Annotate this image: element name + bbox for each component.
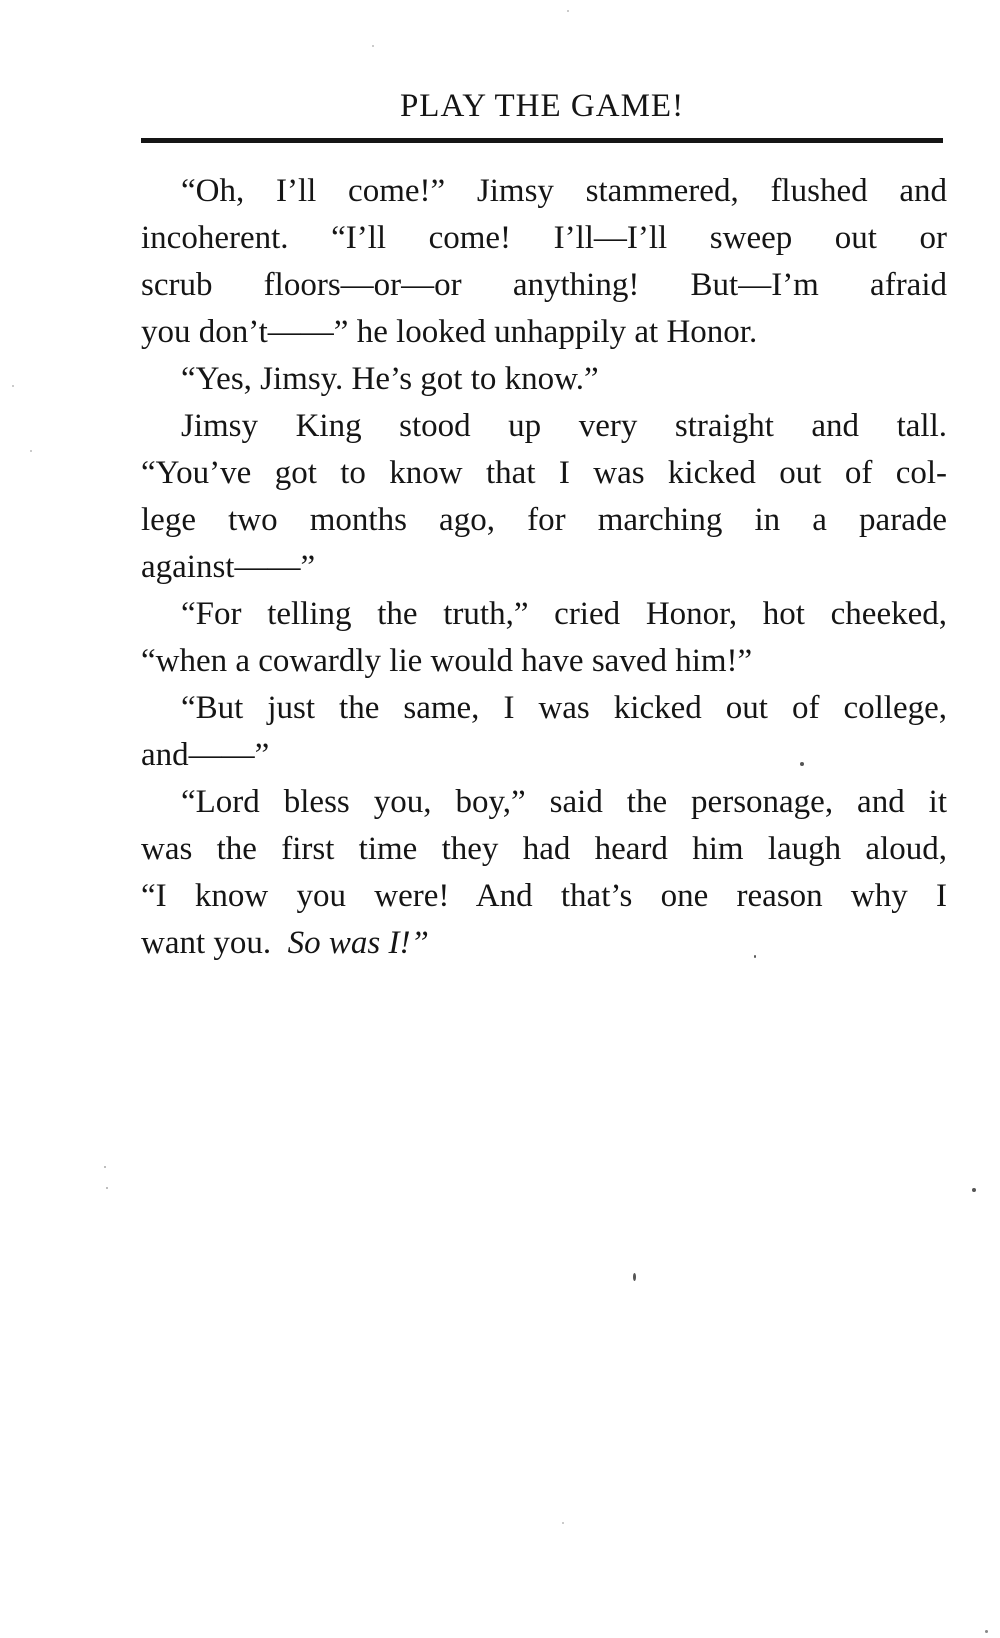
text-line: against——” — [141, 549, 316, 585]
print-speck — [372, 45, 374, 47]
print-speck — [30, 450, 32, 452]
body-text — [141, 168, 947, 967]
text-line: “For telling the truth,” cried Honor, hot cheeked, — [181, 596, 947, 632]
text-line: and——” — [141, 737, 270, 773]
header-rule — [141, 138, 943, 143]
print-speck — [106, 1187, 108, 1189]
text-line: lege two months ago, for marching in a parade — [141, 502, 947, 538]
print-speck — [12, 385, 14, 387]
text-line: “Lord bless you, boy,” said the personage, and it — [181, 784, 947, 820]
text-line: “But just the same, I was kicked out of college, — [181, 690, 947, 726]
text-line: scrub floors—or—or anything! But—I’m afraid — [141, 267, 947, 303]
text-line: “I know you were! And that’s one reason why I — [141, 878, 947, 914]
print-speck — [972, 1188, 976, 1192]
running-head: PLAY THE GAME! — [399, 88, 685, 124]
text-line-final — [141, 920, 947, 967]
print-speck — [800, 762, 804, 766]
print-speck — [754, 955, 756, 958]
text-line: “when a cowardly lie would have saved him!” — [141, 643, 753, 679]
text-line-final-roman: want you. — [141, 925, 272, 961]
text-line: “You’ve got to know that I was kicked out of col- — [141, 455, 947, 491]
text-line: Jimsy King stood up very straight and tall. — [181, 408, 947, 444]
text-line: “Oh, I’ll come!” Jimsy stammered, flushed and — [181, 173, 947, 209]
text-line: was the first time they had heard him laugh aloud, — [141, 831, 947, 867]
print-speck — [567, 10, 569, 12]
text-line: incoherent. “I’ll come! I’ll—I’ll sweep out or — [141, 220, 947, 256]
print-speck — [985, 1630, 988, 1633]
print-speck — [633, 1273, 636, 1281]
italic-phrase: So was I!” — [287, 925, 429, 961]
text-line: you don’t——” he looked unhappily at Honor. — [141, 314, 758, 350]
print-speck — [562, 1522, 564, 1524]
text-line: “Yes, Jimsy. He’s got to know.” — [181, 361, 599, 397]
print-speck — [104, 1166, 106, 1168]
